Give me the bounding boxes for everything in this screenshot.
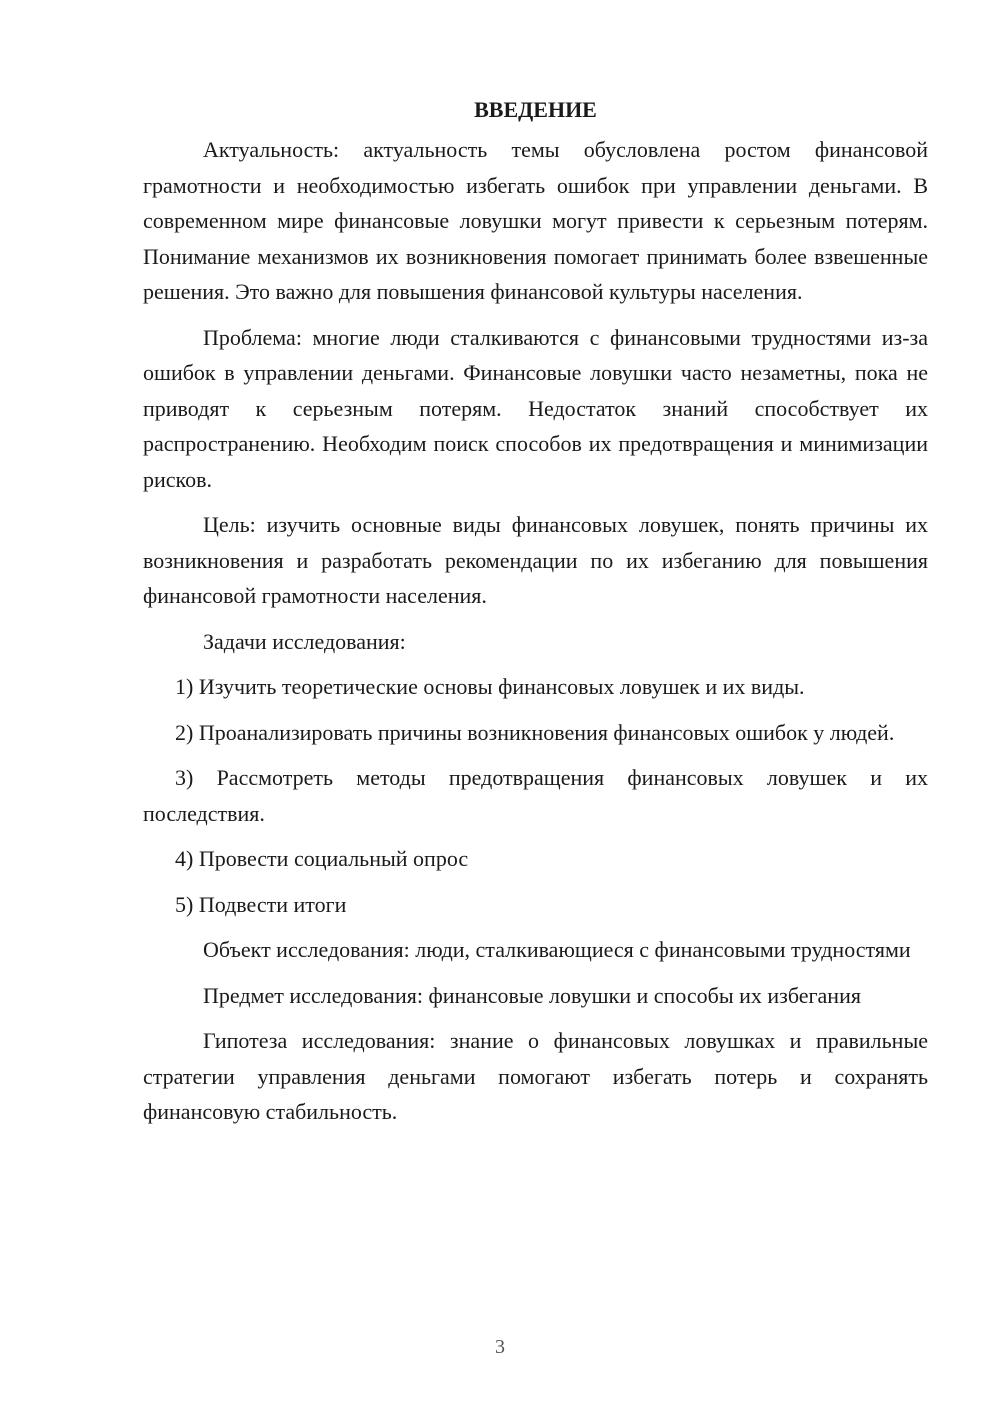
- paragraph-subject: Предмет исследования: финансовые ловушки и способы их избегания: [203, 982, 861, 1008]
- paragraph-problem: Проблема: многие люди сталкиваются с финансовыми трудностями из-за ошибок в управлении деньгами. Финансовые ловушки часто незаметны, пока не приводят к серьезным потерям. Недостаток знаний способствует их распространению. Необходим поиск способов их предотвращения и минимизации рисков.: [143, 324, 928, 492]
- page-number: 3: [495, 1336, 505, 1358]
- task-item-3: 3) Рассмотреть методы предотвращения финансовых ловушек и их последствия.: [143, 765, 928, 826]
- paragraph-relevance: Актуальность: актуальность темы обусловлена ростом финансовой грамотности и необходимостью избегать ошибок при управлении деньгами. В современном мире финансовые ловушки могут привести к серьезным потерям. Понимание механизмов их возникновения помогает принимать более взвешенные решения. Это важно для повышения финансовой культуры населения.: [143, 137, 928, 304]
- task-item-5: 5) Подвести итоги: [175, 891, 347, 917]
- paragraph-goal: Цель: изучить основные виды финансовых ловушек, понять причины их возникновения и разработать рекомендации по их избеганию для повышения финансовой грамотности населения.: [143, 512, 928, 608]
- task-item-2: 2) Проанализировать причины возникновения финансовых ошибок у людей.: [175, 719, 895, 745]
- tasks-heading: Задачи исследования:: [203, 628, 406, 654]
- task-item-1: 1) Изучить теоретические основы финансовых ловушек и их виды.: [175, 674, 805, 699]
- paragraph-hypothesis: Гипотеза исследования: знание о финансовых ловушках и правильные стратегии управления деньгами помогают избегать потерь и сохранять финансовую стабильность.: [143, 1028, 928, 1124]
- task-item-4: 4) Провести социальный опрос: [175, 846, 469, 871]
- document-page: [143, 92, 928, 1140]
- page-title: ВВЕДЕНИЕ: [474, 97, 597, 122]
- paragraph-object: Объект исследования: люди, сталкивающиеся с финансовыми трудностями: [203, 937, 911, 962]
